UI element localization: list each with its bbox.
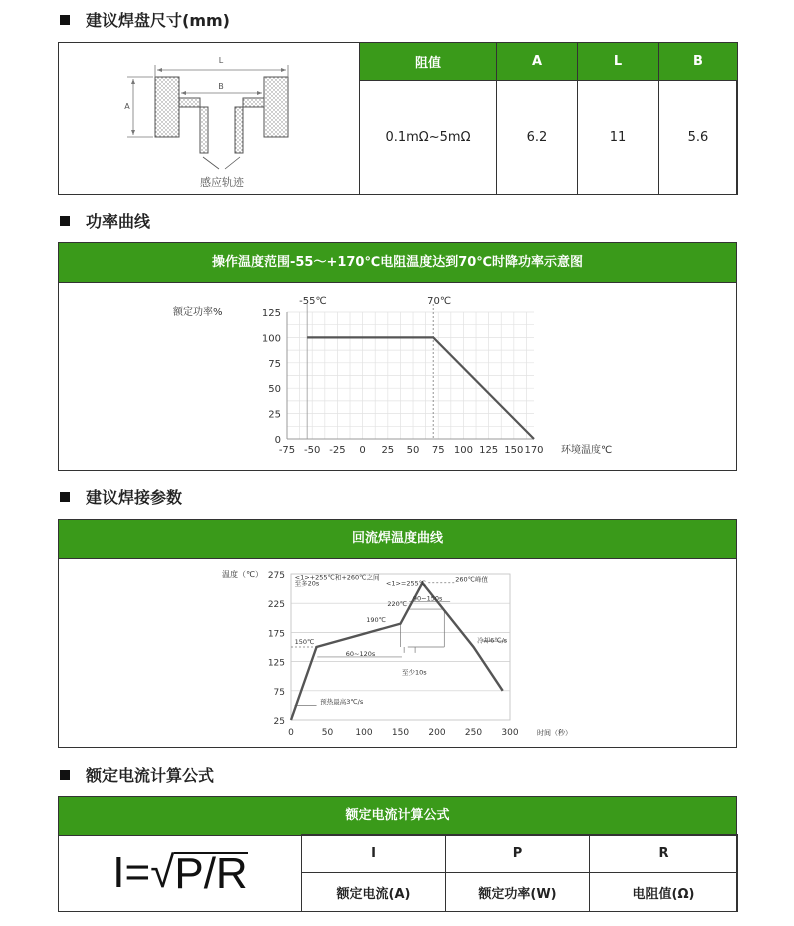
formula-left: I= bbox=[112, 848, 151, 897]
y-tick-label: 25 bbox=[268, 409, 281, 421]
dim-label-A: A bbox=[124, 102, 130, 111]
formula-table bbox=[301, 834, 738, 912]
formula-expression bbox=[59, 835, 302, 911]
formula-header: 额定电流计算公式 bbox=[59, 797, 736, 836]
x-tick-label: 50 bbox=[406, 445, 420, 456]
x-tick-label: 250 bbox=[464, 728, 483, 738]
y-tick-label: 25 bbox=[273, 717, 285, 727]
note-min10: 至少10s bbox=[401, 668, 427, 677]
x-tick-label: 150 bbox=[504, 445, 524, 456]
x-tick-label: -50 bbox=[304, 445, 321, 456]
note-255: <1>=255℃ bbox=[385, 579, 427, 588]
y-tick-label: 275 bbox=[267, 571, 285, 581]
note-range: <1>+255℃和+260℃之间 bbox=[294, 573, 380, 582]
bullet-square-icon bbox=[60, 216, 70, 226]
th-B: B bbox=[659, 43, 738, 81]
section-title-power-text: 功率曲线 bbox=[86, 212, 151, 231]
pad-dimension-table bbox=[359, 42, 738, 195]
right-pad bbox=[264, 77, 288, 137]
sqrt-icon: √ bbox=[150, 848, 175, 897]
x-tick-label: 200 bbox=[428, 728, 446, 738]
cell-B: 5.6 bbox=[659, 81, 738, 195]
note-window: 90~150s bbox=[412, 594, 443, 603]
note-220: 220℃ bbox=[387, 600, 408, 609]
sense-trace-caption: 感应轨迹 bbox=[200, 176, 244, 189]
x-tick-label: 0 bbox=[288, 728, 294, 738]
x-tick-label: 25 bbox=[381, 445, 395, 456]
formula-desc-R: 电阻值(Ω) bbox=[590, 873, 738, 912]
y-tick-label: 100 bbox=[261, 333, 281, 345]
reflow-header: 回流焊温度曲线 bbox=[59, 520, 736, 559]
note-peak: 260℃峰值 bbox=[455, 575, 488, 584]
x-tick-label: -75 bbox=[278, 445, 296, 456]
section-title-pad-text: 建议焊盘尺寸(mm) bbox=[86, 11, 230, 30]
formula-col-I: I bbox=[302, 835, 446, 873]
note-preheat: 预热最高3℃/s bbox=[320, 698, 364, 707]
x-tick-label: 170 bbox=[524, 445, 544, 456]
x-tick-label: 100 bbox=[453, 445, 473, 456]
marker-label-left: -55℃ bbox=[299, 296, 327, 307]
left-pad bbox=[155, 77, 179, 137]
note-soak: 60~120s bbox=[345, 649, 376, 658]
section-title-solder-text: 建议焊接参数 bbox=[86, 488, 183, 507]
formula-desc-I: 额定电流(A) bbox=[302, 873, 446, 912]
x-tick-label: 50 bbox=[321, 728, 334, 738]
left-sense-trace bbox=[179, 98, 208, 153]
section-title-solder bbox=[60, 485, 182, 508]
section-title-power bbox=[60, 209, 150, 232]
formula-col-R: R bbox=[590, 835, 738, 873]
right-sense-trace bbox=[235, 98, 264, 153]
power-ylabel: 额定功率% bbox=[173, 307, 223, 318]
y-tick-label: 125 bbox=[261, 308, 281, 319]
dim-label-B: B bbox=[218, 82, 224, 91]
marker-label-right: 70℃ bbox=[427, 296, 452, 307]
note-cool: 冷却6℃/s bbox=[477, 636, 508, 645]
x-tick-label: -25 bbox=[329, 445, 346, 456]
cell-L: 11 bbox=[578, 81, 659, 195]
reflow-box bbox=[58, 519, 737, 748]
formula-col-P: P bbox=[446, 835, 590, 873]
power-curve-chart bbox=[59, 282, 736, 470]
x-tick-label: 125 bbox=[479, 445, 499, 456]
formula-box bbox=[58, 796, 737, 912]
pad-section-box bbox=[58, 42, 737, 195]
dim-label-L: L bbox=[218, 56, 224, 65]
reflow-chart bbox=[59, 558, 736, 747]
reflow-xlabel: 时间（秒） bbox=[537, 729, 572, 737]
note-190: 190℃ bbox=[366, 615, 386, 624]
y-tick-label: 75 bbox=[273, 687, 285, 698]
section-title-formula bbox=[60, 763, 214, 786]
bullet-square-icon bbox=[60, 770, 70, 780]
x-tick-label: 300 bbox=[501, 728, 519, 738]
section-title-pad bbox=[60, 8, 230, 31]
formula-desc-P: 额定功率(W) bbox=[446, 873, 590, 912]
x-tick-label: 75 bbox=[431, 445, 445, 456]
reflow-ylabel: 温度（℃） bbox=[222, 570, 263, 579]
y-tick-label: 50 bbox=[268, 384, 281, 396]
cell-resistance: 0.1mΩ~5mΩ bbox=[360, 81, 497, 195]
note-150: 150℃ bbox=[294, 638, 315, 647]
y-tick-label: 0 bbox=[274, 435, 281, 446]
y-tick-label: 125 bbox=[267, 658, 285, 669]
x-tick-label: 150 bbox=[391, 728, 410, 738]
y-tick-label: 175 bbox=[267, 629, 285, 640]
section-title-formula-text: 额定电流计算公式 bbox=[86, 766, 215, 785]
x-tick-label: 0 bbox=[359, 445, 366, 456]
y-tick-label: 75 bbox=[268, 358, 281, 370]
x-tick-label: 100 bbox=[355, 728, 373, 738]
bullet-square-icon bbox=[60, 15, 70, 25]
bullet-square-icon bbox=[60, 492, 70, 502]
power-xlabel: 环境温度℃ bbox=[561, 445, 613, 456]
power-curve-header: 操作温度范围-55～+170℃电阻温度达到70℃时降功率示意图 bbox=[59, 243, 736, 283]
formula-right: P/R bbox=[174, 849, 248, 898]
cell-A: 6.2 bbox=[497, 81, 578, 195]
note-max20s: 至多20s bbox=[294, 579, 320, 588]
th-L: L bbox=[578, 43, 659, 81]
th-resistance: 阻值 bbox=[360, 43, 497, 81]
th-A: A bbox=[497, 43, 578, 81]
pad-diagram bbox=[59, 43, 359, 194]
y-tick-label: 225 bbox=[267, 600, 285, 611]
power-curve-box bbox=[58, 242, 737, 471]
